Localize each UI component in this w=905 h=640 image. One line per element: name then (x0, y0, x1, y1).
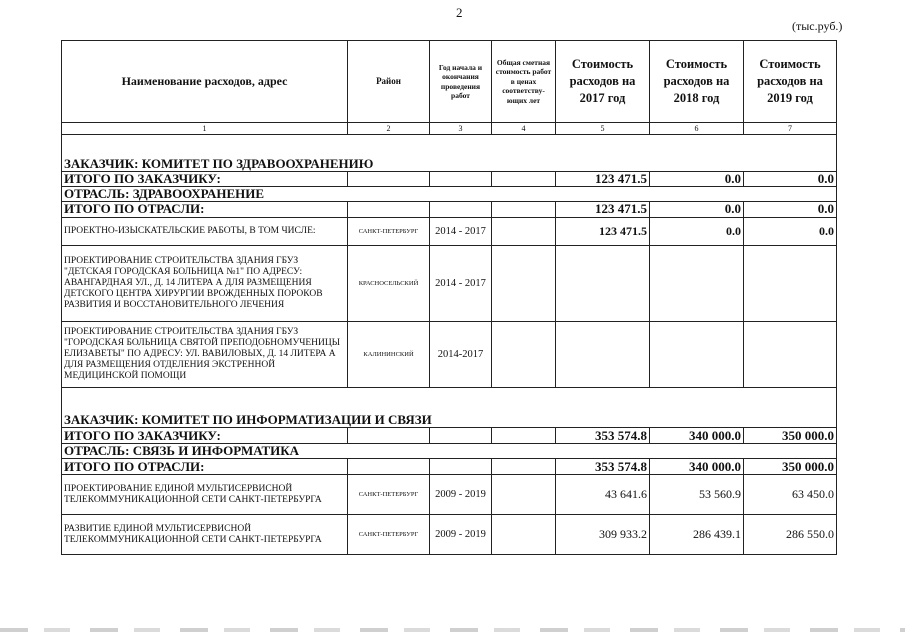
item-total (492, 245, 556, 321)
value-2017: 309 933.2 (556, 515, 650, 555)
table-row (62, 321, 837, 387)
column-number: 7 (744, 123, 837, 135)
value-2018 (650, 245, 744, 321)
spacer-row (62, 135, 837, 157)
total-label: ИТОГО ПО ЗАКАЗЧИКУ: (62, 428, 348, 444)
column-number: 5 (556, 123, 650, 135)
item-years: 2014 - 2017 (430, 217, 492, 245)
value-2017: 353 574.8 (556, 459, 650, 475)
page-number: 2 (456, 5, 463, 20)
header-cost-2019: Стоимость расходов на 2019 год (744, 41, 837, 123)
item-district: САНКТ-ПЕТЕРБУРГ (348, 515, 430, 555)
total-label: ИТОГО ПО ОТРАСЛИ: (62, 201, 348, 217)
value-2019: 0.0 (744, 201, 837, 217)
industry-total-row (62, 201, 837, 217)
column-numbers-row (62, 123, 837, 135)
table-row (62, 217, 837, 245)
column-number: 4 (492, 123, 556, 135)
total-label: ИТОГО ПО ЗАКАЗЧИКУ: (62, 171, 348, 186)
item-total (492, 217, 556, 245)
item-name: РАЗВИТИЕ ЕДИНОЙ МУЛЬТИСЕРВИСНОЙ ТЕЛЕКОММУНИКАЦИОННОЙ СЕТИ САНКТ-ПЕТЕРБУРГА (62, 515, 348, 555)
value-2019: 0.0 (744, 171, 837, 186)
industry-total-row (62, 459, 837, 475)
industry-label: ОТРАСЛЬ: СВЯЗЬ И ИНФОРМАТИКА (62, 444, 837, 459)
header-name: Наименование расходов, адрес (62, 41, 348, 123)
unit-label: (тыс.руб.) (792, 19, 843, 33)
spacer-row (62, 387, 837, 413)
value-2017: 123 471.5 (556, 217, 650, 245)
header-row (62, 41, 837, 123)
item-years: 2009 - 2019 (430, 515, 492, 555)
table-row (62, 475, 837, 515)
header-cost-2018: Стоимость расходов на 2018 год (650, 41, 744, 123)
value-2017: 123 471.5 (556, 171, 650, 186)
value-2019 (744, 321, 837, 387)
item-years: 2014 - 2017 (430, 245, 492, 321)
table-row (62, 245, 837, 321)
value-2018: 0.0 (650, 201, 744, 217)
value-2017: 353 574.8 (556, 428, 650, 444)
column-number: 1 (62, 123, 348, 135)
value-2017 (556, 245, 650, 321)
scan-artifact-line (0, 628, 905, 632)
value-2019: 63 450.0 (744, 475, 837, 515)
value-2018: 0.0 (650, 171, 744, 186)
column-number: 2 (348, 123, 430, 135)
header-district: Район (348, 41, 430, 123)
customer-total-row (62, 428, 837, 444)
value-2018: 340 000.0 (650, 428, 744, 444)
item-years: 2009 - 2019 (430, 475, 492, 515)
item-total (492, 515, 556, 555)
item-years: 2014-2017 (430, 321, 492, 387)
customer-total-row (62, 171, 837, 186)
table-row (62, 515, 837, 555)
header-cost-2017: Стоимость расходов на 2017 год (556, 41, 650, 123)
value-2018: 53 560.9 (650, 475, 744, 515)
customer-label: ЗАКАЗЧИК: КОМИТЕТ ПО ИНФОРМАТИЗАЦИИ И СВЯЗИ (62, 413, 837, 428)
value-2019: 286 550.0 (744, 515, 837, 555)
expenses-table (61, 40, 837, 555)
value-2018: 340 000.0 (650, 459, 744, 475)
column-number: 6 (650, 123, 744, 135)
value-2019 (744, 245, 837, 321)
industry-row (62, 444, 837, 459)
header-total-cost: Общая сметная стоимость работ в ценах соответству- ющих лет (492, 41, 556, 123)
item-name: ПРОЕКТНО-ИЗЫСКАТЕЛЬСКИЕ РАБОТЫ, В ТОМ ЧИСЛЕ: (62, 217, 348, 245)
value-2018 (650, 321, 744, 387)
item-total (492, 475, 556, 515)
item-name: ПРОЕКТИРОВАНИЕ ЕДИНОЙ МУЛЬТИСЕРВИСНОЙ ТЕЛЕКОММУНИКАЦИОННОЙ СЕТИ САНКТ-ПЕТЕРБУРГА (62, 475, 348, 515)
item-district: САНКТ-ПЕТЕРБУРГ (348, 475, 430, 515)
value-2017: 123 471.5 (556, 201, 650, 217)
value-2018: 286 439.1 (650, 515, 744, 555)
column-number: 3 (430, 123, 492, 135)
item-name: ПРОЕКТИРОВАНИЕ СТРОИТЕЛЬСТВА ЗДАНИЯ ГБУЗ "ДЕТСКАЯ ГОРОДСКАЯ БОЛЬНИЦА №1" ПО АДРЕСУ: АВАНГАРДНАЯ УЛ., Д. 14 ЛИТЕРА А ДЛЯ РАЗМЕЩЕНИЯ ДЕТСКОГО ЦЕНТРА ХИРУРГИИ ВРОЖДЕННЫХ ПОРОКОВ РАЗВИТИЯ И ВОССТАНОВИТЕЛЬНОГО ЛЕЧЕНИЯ (62, 245, 348, 321)
item-name: ПРОЕКТИРОВАНИЕ СТРОИТЕЛЬСТВА ЗДАНИЯ ГБУЗ "ГОРОДСКАЯ БОЛЬНИЦА СВЯТОЙ ПРЕПОДОБНОМУЧЕНИЦЫ ЕЛИЗАВЕТЫ" ПО АДРЕСУ: УЛ. ВАВИЛОВЫХ, Д. 14 ЛИТЕРА А ДЛЯ РАЗМЕЩЕНИЯ ОТДЕЛЕНИЯ ЭКСТРЕННОЙ МЕДИЦИНСКОЙ ПОМОЩИ (62, 321, 348, 387)
value-2017 (556, 321, 650, 387)
item-total (492, 321, 556, 387)
customer-row (62, 413, 837, 428)
value-2017: 43 641.6 (556, 475, 650, 515)
header-years: Год начала и окончания проведения работ (430, 41, 492, 123)
value-2019: 350 000.0 (744, 459, 837, 475)
customer-label: ЗАКАЗЧИК: КОМИТЕТ ПО ЗДРАВООХРАНЕНИЮ (62, 157, 837, 172)
total-label: ИТОГО ПО ОТРАСЛИ: (62, 459, 348, 475)
value-2019: 350 000.0 (744, 428, 837, 444)
item-district: САНКТ-ПЕТЕРБУРГ (348, 217, 430, 245)
customer-row (62, 157, 837, 172)
industry-label: ОТРАСЛЬ: ЗДРАВООХРАНЕНИЕ (62, 186, 837, 201)
item-district: КАЛИНИНСКИЙ (348, 321, 430, 387)
industry-row (62, 186, 837, 201)
value-2019: 0.0 (744, 217, 837, 245)
value-2018: 0.0 (650, 217, 744, 245)
item-district: КРАСНОСЕЛЬСКИЙ (348, 245, 430, 321)
